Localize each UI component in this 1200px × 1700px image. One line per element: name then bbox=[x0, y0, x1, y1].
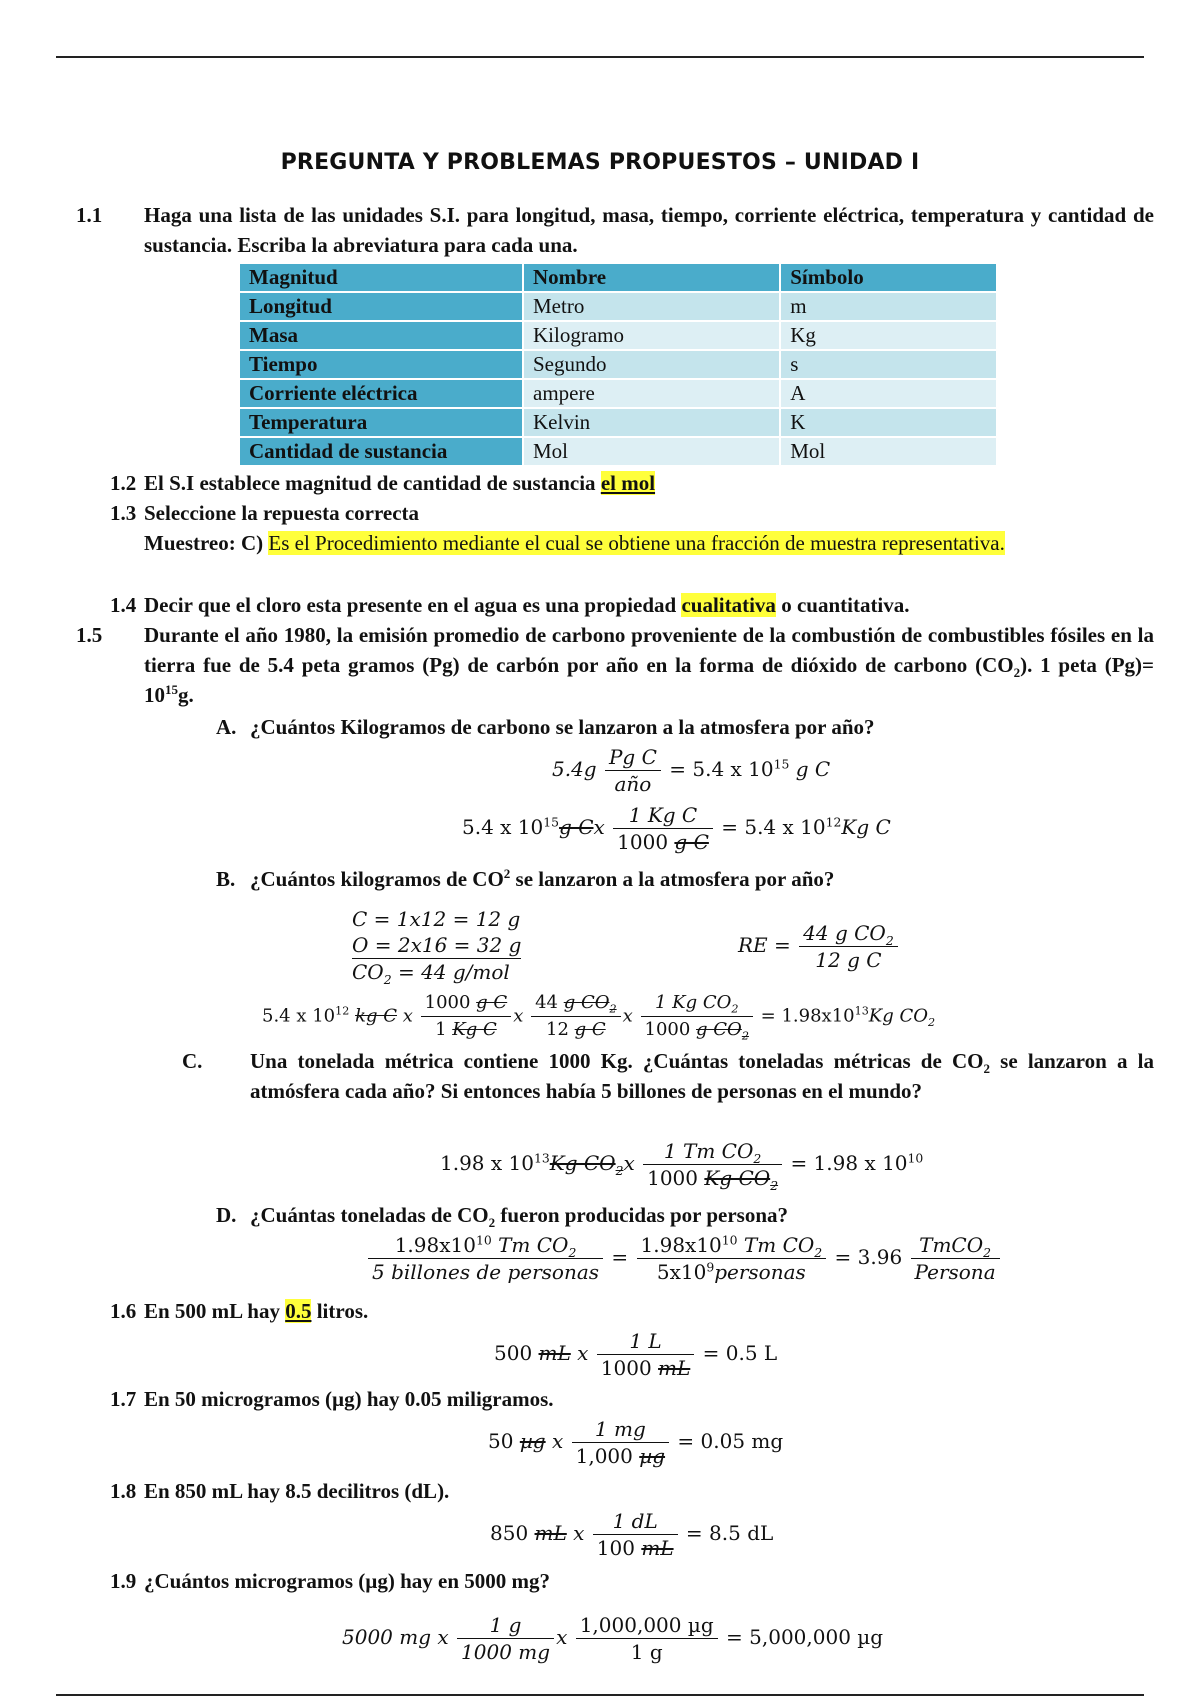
eq-unit: personas bbox=[714, 1260, 806, 1284]
numerator bbox=[643, 1138, 782, 1165]
superscript: 9 bbox=[706, 1259, 715, 1275]
table-cell: Masa bbox=[239, 321, 523, 350]
question-1-3 bbox=[110, 498, 1120, 528]
subquestion-b bbox=[216, 864, 1120, 894]
subquestion-text: ¿Cuántas toneladas de CO bbox=[250, 1203, 489, 1227]
eq-term: 1.98 x 10 bbox=[440, 1151, 534, 1175]
eq-term: 850 bbox=[490, 1521, 535, 1545]
subscript: 2 bbox=[383, 972, 392, 987]
cancelled-unit: mL bbox=[534, 1521, 567, 1545]
page-title: PREGUNTA Y PROBLEMAS PROPUESTOS – UNIDAD I bbox=[280, 150, 920, 175]
eq-term: 1.98x10 bbox=[640, 1233, 722, 1257]
cancelled-unit: µg bbox=[639, 1444, 666, 1468]
numerator: 1 mg bbox=[572, 1416, 669, 1443]
eq-term: 1.98x10 bbox=[394, 1233, 476, 1257]
eq-term: = 1.98x10 bbox=[760, 1005, 855, 1027]
table-row bbox=[239, 437, 997, 466]
numerator: 1 Kg C bbox=[613, 802, 713, 829]
subquestion-d bbox=[216, 1200, 1120, 1230]
subquestion-text: se lanzaron a la atmósfera cada año? Si entonces había 5 billones de personas en el mundo? bbox=[250, 1049, 1154, 1103]
cancelled-unit: mL bbox=[538, 1341, 571, 1365]
question-text: Durante el año 1980, la emisión promedio de carbono proveniente de la combustión de combustibles fósiles en la tierra fue de 5.4 peta gramos (Pg) de carbón por año en la forma de dióxido de carbono (CO bbox=[144, 623, 1154, 677]
question-number: 1.3 bbox=[110, 501, 137, 525]
numerator: 1 g bbox=[457, 1612, 554, 1639]
table-row bbox=[239, 321, 997, 350]
question-text: Seleccione la repuesta correcta bbox=[144, 501, 420, 525]
eq-term: x bbox=[556, 1625, 568, 1649]
fraction bbox=[572, 1416, 669, 1469]
eq-term: x bbox=[593, 815, 605, 839]
answer-1-3 bbox=[144, 528, 1120, 558]
answer-highlight: 0.5 bbox=[285, 1299, 312, 1323]
numerator bbox=[799, 920, 898, 947]
question-text: En 50 microgramos (µg) hay 0.05 miligramos. bbox=[144, 1387, 554, 1411]
table-header-row bbox=[239, 263, 997, 292]
fraction bbox=[457, 1612, 554, 1665]
subscript: 2 bbox=[615, 1163, 624, 1178]
subscript: 2 bbox=[568, 1245, 577, 1260]
fraction bbox=[641, 990, 753, 1043]
eq-term: x bbox=[622, 1005, 633, 1027]
eq-term: = 1.98 x 10 bbox=[790, 1151, 908, 1175]
equation-a2 bbox=[462, 802, 891, 855]
eq-term: 1 bbox=[435, 1019, 453, 1040]
cancelled-unit: mL bbox=[658, 1356, 691, 1380]
eq-term: 1 Kg CO bbox=[654, 992, 732, 1013]
eq-term: = 44 g/mol bbox=[391, 960, 510, 984]
eq-term: 12 bbox=[546, 1019, 575, 1040]
subscript: 2 bbox=[770, 1178, 779, 1193]
eq-term: 5000 mg x bbox=[342, 1625, 449, 1649]
answer-label: Muestreo: C) bbox=[144, 531, 264, 555]
cancelled-unit: kg C bbox=[355, 1005, 397, 1027]
subquestion-a bbox=[216, 712, 1120, 742]
bottom-rule bbox=[56, 1694, 1144, 1696]
eq-term: 100 bbox=[596, 1536, 642, 1560]
eq-term: x bbox=[545, 1429, 564, 1453]
question-1-6 bbox=[110, 1296, 1120, 1326]
table-cell: Segundo bbox=[523, 350, 780, 379]
cancelled-unit: Kg C bbox=[452, 1019, 497, 1040]
cancelled-unit: g C bbox=[574, 1019, 606, 1040]
table-cell: Temperatura bbox=[239, 408, 523, 437]
cancelled-unit: Kg CO bbox=[704, 1166, 771, 1190]
fraction bbox=[597, 1328, 695, 1381]
subquestion-text: Una tonelada métrica contiene 1000 Kg. ¿Cuántas toneladas métricas de CO bbox=[250, 1049, 984, 1073]
denominator bbox=[531, 1017, 621, 1043]
subscript: 2 bbox=[609, 1002, 617, 1016]
numerator: 1 L bbox=[597, 1328, 695, 1355]
question-text: Decir que el cloro esta presente en el agua es una propiedad bbox=[144, 593, 677, 617]
si-units-table bbox=[238, 262, 998, 467]
subquestion-c bbox=[182, 1046, 1154, 1106]
fraction bbox=[799, 920, 898, 973]
subscript: 2 bbox=[488, 1215, 496, 1231]
eq-term: x bbox=[402, 1005, 413, 1027]
eq-term: 1000 bbox=[647, 1166, 705, 1190]
table-header-cell: Símbolo bbox=[780, 263, 997, 292]
table-cell: Kelvin bbox=[523, 408, 780, 437]
calc-line bbox=[352, 959, 521, 985]
eq-unit: Kg C bbox=[841, 815, 891, 839]
cancelled-unit: µg bbox=[519, 1429, 546, 1453]
table-cell: Cantidad de sustancia bbox=[239, 437, 523, 466]
equation-1-8 bbox=[490, 1508, 773, 1561]
numerator bbox=[641, 990, 753, 1017]
fraction bbox=[576, 1612, 718, 1665]
cancelled-unit: mL bbox=[641, 1536, 674, 1560]
denominator: 1 g bbox=[630, 1640, 663, 1664]
question-number: 1.5 bbox=[76, 623, 103, 647]
numerator bbox=[368, 1232, 603, 1259]
eq-term: RE = bbox=[738, 933, 791, 957]
eq-term: 5.4 x 10 bbox=[262, 1005, 336, 1027]
question-1-2 bbox=[110, 468, 1120, 498]
eq-term: x bbox=[570, 1341, 589, 1365]
table-cell: Corriente eléctrica bbox=[239, 379, 523, 408]
subquestion-label: D. bbox=[216, 1203, 237, 1227]
eq-unit: Kg CO bbox=[868, 1005, 929, 1027]
top-rule bbox=[56, 56, 1144, 58]
numerator bbox=[637, 1232, 827, 1259]
table-row bbox=[239, 408, 997, 437]
table-cell: Tiempo bbox=[239, 350, 523, 379]
fraction bbox=[637, 1232, 827, 1285]
question-1-1 bbox=[76, 200, 1154, 260]
denominator: Persona bbox=[914, 1260, 996, 1284]
question-number: 1.7 bbox=[110, 1387, 137, 1411]
table-header-cell: Nombre bbox=[523, 263, 780, 292]
table-cell: Mol bbox=[780, 437, 997, 466]
eq-term: x bbox=[566, 1521, 585, 1545]
question-number: 1.4 bbox=[110, 593, 137, 617]
answer-highlight: Es el Procedimiento mediante el cual se obtiene una fracción de muestra representativa. bbox=[268, 531, 1005, 555]
cancelled-unit: g C bbox=[559, 815, 594, 839]
subscript: 2 bbox=[814, 1245, 823, 1260]
eq-term: 50 bbox=[488, 1429, 520, 1453]
equation-d bbox=[366, 1232, 1002, 1285]
subscript: 2 bbox=[731, 1002, 739, 1016]
question-number: 1.1 bbox=[76, 203, 103, 227]
denominator bbox=[572, 1443, 669, 1469]
subscript: 2 bbox=[983, 1061, 990, 1077]
eq-term: 1000 bbox=[617, 830, 675, 854]
eq-term: 1000 bbox=[644, 1019, 697, 1040]
question-text: En 850 mL hay 8.5 decilitros (dL). bbox=[144, 1479, 450, 1503]
eq-term: x bbox=[513, 1005, 524, 1027]
question-1-9 bbox=[110, 1566, 1120, 1596]
denominator: 5 billones de personas bbox=[372, 1260, 600, 1284]
question-number: 1.2 bbox=[110, 471, 137, 495]
denominator: 1000 mg bbox=[461, 1640, 551, 1664]
denominator bbox=[641, 1017, 753, 1043]
superscript: 13 bbox=[854, 1004, 869, 1018]
calc-line: O = 2x16 = 32 g bbox=[352, 933, 522, 957]
eq-term: 1,000 bbox=[575, 1444, 640, 1468]
subscript: 2 bbox=[741, 1029, 749, 1043]
denominator bbox=[613, 829, 713, 855]
superscript: 10 bbox=[907, 1150, 924, 1166]
denominator: año bbox=[614, 772, 652, 796]
answer-highlight: cualitativa bbox=[681, 593, 776, 617]
cancelled-unit: g C bbox=[476, 992, 508, 1013]
denominator bbox=[597, 1355, 695, 1381]
superscript: 15 bbox=[543, 814, 560, 830]
denominator bbox=[421, 1017, 512, 1043]
eq-term: x bbox=[623, 1151, 635, 1175]
superscript: 15 bbox=[165, 682, 179, 697]
cancelled-unit: Kg CO bbox=[549, 1151, 616, 1175]
eq-term: = 5.4 x 10 bbox=[669, 757, 774, 781]
fraction bbox=[593, 1508, 678, 1561]
fraction bbox=[531, 990, 621, 1043]
eq-term: 1000 bbox=[600, 1356, 659, 1380]
eq-unit: Tm CO bbox=[737, 1233, 815, 1257]
table-cell: A bbox=[780, 379, 997, 408]
question-number: 1.6 bbox=[110, 1299, 137, 1323]
fraction bbox=[421, 990, 512, 1043]
equation-b2 bbox=[262, 990, 935, 1043]
cancelled-unit: g C bbox=[674, 830, 709, 854]
superscript: 2 bbox=[503, 866, 511, 881]
eq-term: CO bbox=[352, 960, 384, 984]
fraction bbox=[368, 1232, 603, 1285]
question-number: 1.9 bbox=[110, 1569, 137, 1593]
eq-term: = 5.4 x 10 bbox=[721, 815, 826, 839]
eq-term: 5.4g bbox=[552, 757, 597, 781]
cancelled-unit: g CO bbox=[696, 1019, 742, 1040]
table-row bbox=[239, 379, 997, 408]
subquestion-label: B. bbox=[216, 867, 236, 891]
subquestion-text: se lanzaron a la atmosfera por año? bbox=[510, 867, 835, 891]
superscript: 12 bbox=[335, 1004, 350, 1018]
subquestion-text: ¿Cuántos kilogramos de CO bbox=[250, 867, 504, 891]
question-text: En 500 mL hay bbox=[144, 1299, 280, 1323]
question-text: El S.I establece magnitud de cantidad de sustancia bbox=[144, 471, 596, 495]
subquestion-label: A. bbox=[216, 715, 237, 739]
eq-term: = 8.5 dL bbox=[685, 1521, 774, 1545]
table-cell: s bbox=[780, 350, 997, 379]
numerator bbox=[421, 990, 512, 1017]
subscript: 2 bbox=[983, 1245, 992, 1260]
question-text: ¿Cuántos microgramos (µg) hay en 5000 mg? bbox=[144, 1569, 551, 1593]
table-cell: ampere bbox=[523, 379, 780, 408]
denominator bbox=[643, 1165, 782, 1191]
question-text-tail: litros. bbox=[316, 1299, 369, 1323]
eq-term: = 3.96 bbox=[834, 1245, 903, 1269]
superscript: 15 bbox=[773, 756, 790, 772]
eq-term: = 0.05 mg bbox=[677, 1429, 784, 1453]
eq-term: 5x10 bbox=[656, 1260, 707, 1284]
numerator: 1 dL bbox=[593, 1508, 678, 1535]
denominator bbox=[593, 1535, 678, 1561]
table-cell: Longitud bbox=[239, 292, 523, 321]
equation-re bbox=[738, 920, 900, 973]
superscript: 12 bbox=[825, 814, 842, 830]
numerator: 1,000,000 µg bbox=[576, 1612, 718, 1639]
question-1-7 bbox=[110, 1384, 1120, 1414]
fraction bbox=[605, 744, 661, 797]
question-1-4 bbox=[110, 590, 1120, 620]
eq-term: = 0.5 L bbox=[702, 1341, 778, 1365]
fraction bbox=[911, 1232, 1000, 1285]
denominator: 12 g C bbox=[815, 948, 882, 972]
subscript: 2 bbox=[928, 1016, 936, 1030]
question-number: 1.8 bbox=[110, 1479, 137, 1503]
table-cell: m bbox=[780, 292, 997, 321]
subquestion-text: fueron producidas por persona? bbox=[495, 1203, 789, 1227]
eq-term: = 5,000,000 µg bbox=[726, 1625, 884, 1649]
table-cell: K bbox=[780, 408, 997, 437]
molar-mass-calc bbox=[352, 906, 521, 985]
equation-1-7 bbox=[488, 1416, 783, 1469]
eq-term: 5.4 x 10 bbox=[462, 815, 544, 839]
table-cell: Mol bbox=[523, 437, 780, 466]
table-row bbox=[239, 292, 997, 321]
question-text: g. bbox=[178, 683, 194, 707]
question-1-8 bbox=[110, 1476, 1120, 1506]
superscript: 10 bbox=[475, 1232, 492, 1248]
superscript: 10 bbox=[721, 1232, 738, 1248]
denominator bbox=[637, 1259, 827, 1285]
calc-line: C = 1x12 = 12 g bbox=[352, 907, 521, 931]
question-text: Haga una lista de las unidades S.I. para longitud, masa, tiempo, corriente eléctrica, temperatura y cantidad de sustancia. Escriba la abreviatura para cada una. bbox=[144, 203, 1154, 257]
subquestion-text: ¿Cuántos Kilogramos de carbono se lanzaron a la atmosfera por año? bbox=[250, 715, 875, 739]
table-cell: Kilogramo bbox=[523, 321, 780, 350]
eq-term: 44 g CO bbox=[803, 921, 886, 945]
question-text: ). 1 peta (Pg)= 10 bbox=[144, 653, 1154, 707]
numerator: Pg C bbox=[605, 744, 661, 771]
cancelled-unit: g CO bbox=[563, 992, 610, 1013]
numerator bbox=[531, 990, 621, 1017]
subscript: 2 bbox=[885, 933, 894, 948]
question-1-5 bbox=[76, 620, 1154, 710]
eq-term: 44 bbox=[535, 992, 564, 1013]
equation-a1 bbox=[552, 744, 830, 797]
superscript: 13 bbox=[533, 1150, 550, 1166]
subscript: 2 bbox=[1013, 665, 1021, 681]
eq-term: 500 bbox=[494, 1341, 539, 1365]
question-text-tail: o cuantitativa. bbox=[781, 593, 910, 617]
eq-term: 1000 bbox=[424, 992, 477, 1013]
table-header-cell: Magnitud bbox=[239, 263, 523, 292]
eq-unit: Tm CO bbox=[491, 1233, 569, 1257]
equation-1-9 bbox=[342, 1612, 883, 1665]
fraction bbox=[613, 802, 713, 855]
numerator bbox=[911, 1232, 1000, 1259]
eq-unit: g C bbox=[795, 757, 831, 781]
equation-1-6 bbox=[494, 1328, 777, 1381]
eq-term: = bbox=[611, 1245, 629, 1269]
equation-c bbox=[440, 1138, 923, 1191]
table-row bbox=[239, 350, 997, 379]
subscript: 2 bbox=[753, 1151, 762, 1166]
eq-term: TmCO bbox=[919, 1233, 984, 1257]
table-cell: Kg bbox=[780, 321, 997, 350]
table-cell: Metro bbox=[523, 292, 780, 321]
subquestion-label: C. bbox=[182, 1049, 203, 1073]
fraction bbox=[643, 1138, 782, 1191]
answer-highlight: el mol bbox=[600, 471, 656, 495]
eq-term: 1 Tm CO bbox=[663, 1139, 754, 1163]
